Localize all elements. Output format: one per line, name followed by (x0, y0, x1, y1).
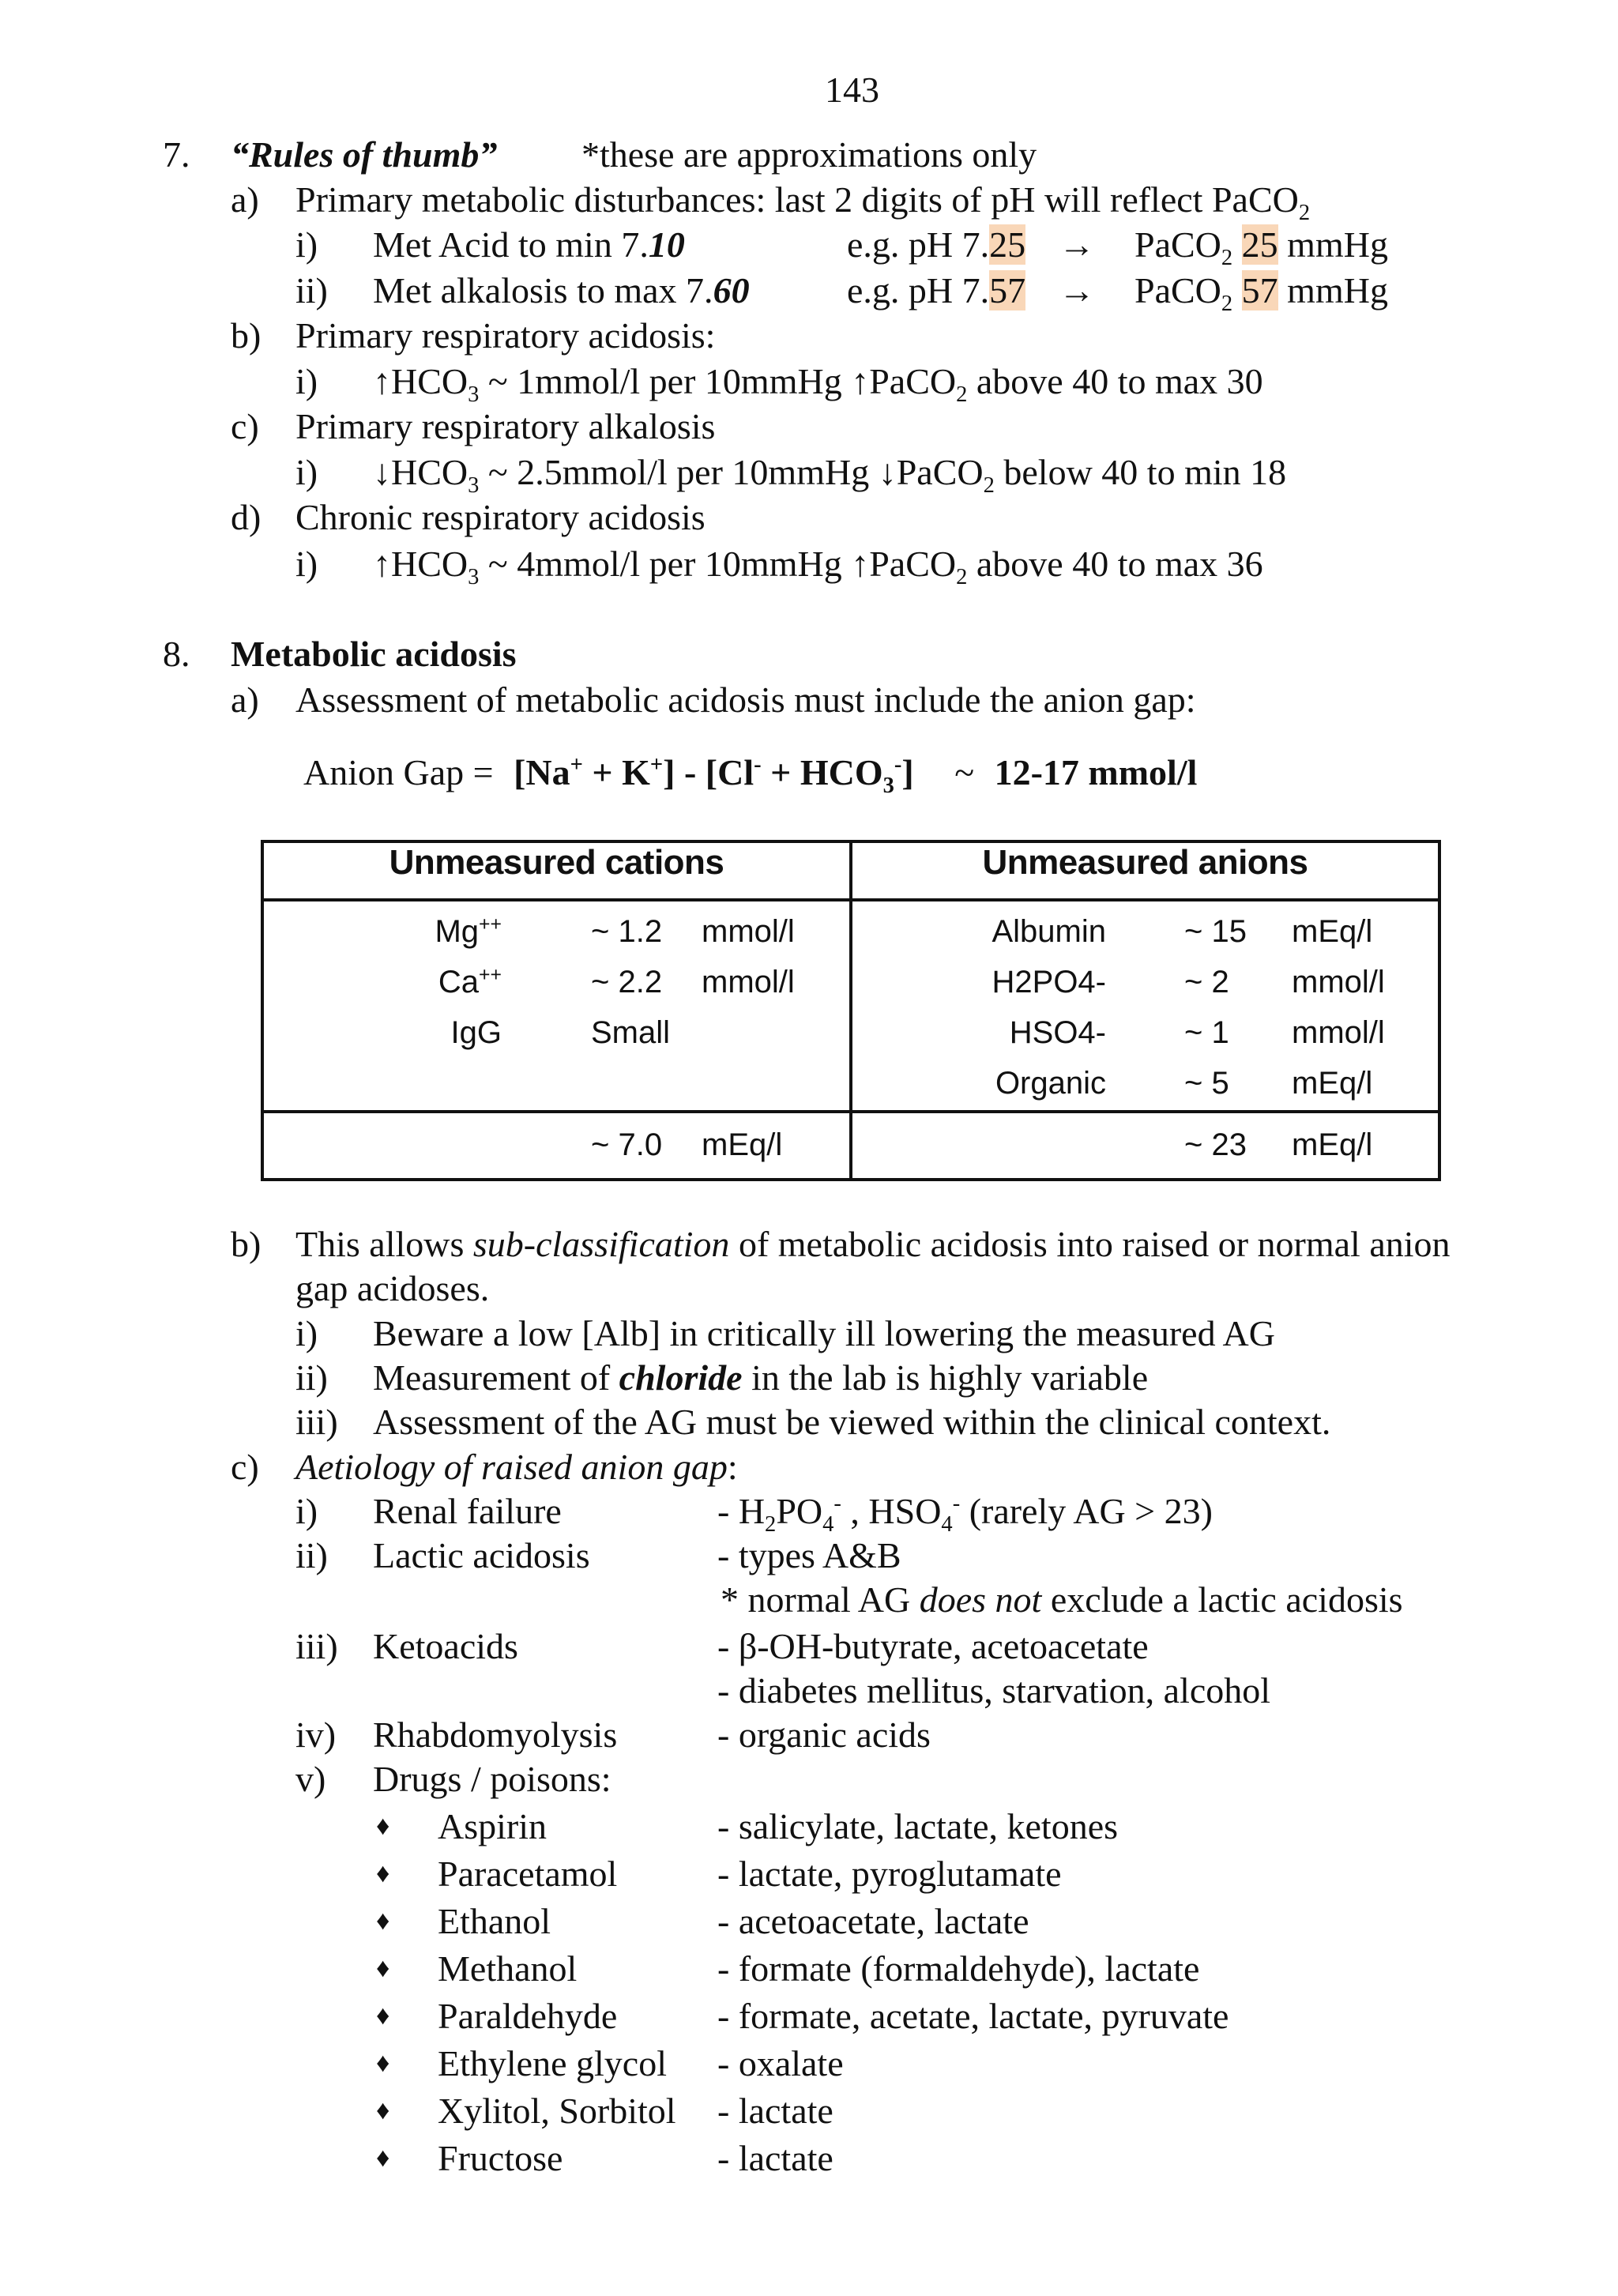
arrow-right-icon: → (1059, 270, 1095, 311)
s8-c-ii-label: ii) (295, 1535, 328, 1575)
s7-d-text: Chronic respiratory acidosis (295, 497, 706, 537)
drug-name: Aspirin (438, 1806, 547, 1846)
anion-value: ~ 1 (1184, 1015, 1229, 1050)
s8-b-iii-label: iii) (295, 1402, 338, 1442)
s7-a-ii-example: e.g. pH 7.57 (847, 270, 1026, 311)
drug-desc: - lactate (717, 2091, 833, 2131)
drug-name: Ethanol (438, 1901, 551, 1941)
s7-a-text: Primary metabolic disturbances: last 2 digits of pH will reflect PaCO$_2$ (295, 179, 1311, 226)
s8-c-iii-label: iii) (295, 1626, 338, 1666)
s7-a-ii-result: PaCO$_2$ 57 mmHg (1134, 270, 1388, 317)
s8-b-text: This allows sub-classification of metabolic acidosis into raised or normal anion (295, 1224, 1451, 1264)
drug-desc: - oxalate (717, 2043, 844, 2083)
drug-name: Xylitol, Sorbitol (438, 2091, 676, 2131)
arrow-right-icon: → (1059, 224, 1095, 265)
s8-b-text-cont: gap acidoses. (295, 1268, 490, 1308)
s7-c-text: Primary respiratory alkalosis (295, 406, 716, 446)
s7-d-label: d) (231, 497, 262, 537)
s8-c-iv-desc: - organic acids (717, 1714, 931, 1755)
cations-total-unit: mEq/l (702, 1127, 783, 1162)
highlight-paco2: 25 (1241, 224, 1278, 265)
table-row: Ca++ (438, 964, 502, 999)
anion-unit: mEq/l (1292, 914, 1373, 949)
s8-b-ii-text: Measurement of chloride in the lab is highly variable (373, 1357, 1149, 1398)
s8-b-iii-text: Assessment of the AG must be viewed within the clinical context. (373, 1402, 1331, 1442)
diamond-bullet-icon: ♦ (376, 1859, 390, 1888)
s7-c-i-text: $↓HCO_3$ ~ 2.5mmol/l per 10mmHg ↓PaCO$_2$ below 40 to min 18 (373, 452, 1287, 499)
anion-unit: mEq/l (1292, 1066, 1373, 1101)
s8-c-v-label: v) (295, 1759, 326, 1799)
cation-unit: mmol/l (702, 965, 795, 999)
s8-c-iv-text: Rhabdomyolysis (373, 1714, 618, 1755)
table-row: H2PO4- (991, 965, 1106, 999)
cation-unit: mmol/l (702, 914, 795, 949)
anion-gap-table (261, 840, 1441, 1181)
s8-c-iii-text: Ketoacids (373, 1626, 518, 1666)
s8-c-ii-note: * normal AG does not exclude a lactic acidosis (721, 1579, 1403, 1620)
drug-desc: - salicylate, lactate, ketones (717, 1806, 1119, 1846)
s7-c-i-label: i) (295, 452, 318, 492)
s7-a-ii-text: Met alkalosis to max 7.60 (373, 270, 750, 311)
s7-c-label: c) (231, 406, 259, 446)
drug-desc: - lactate (717, 2138, 833, 2178)
anion-value: ~ 2 (1184, 965, 1229, 999)
drug-desc: - formate, acetate, lactate, pyruvate (717, 1996, 1229, 2036)
s8-c-i-desc: - $H_2PO_4^-$ , $HSO_4^-$ (rarely AG > 23) (717, 1491, 1213, 1538)
anions-total-unit: mEq/l (1292, 1127, 1373, 1162)
highlight-paco2: 57 (1241, 270, 1278, 311)
anions-header: Unmeasured anions (851, 841, 1439, 900)
highlight-ph-digits: 57 (989, 270, 1026, 311)
anions-list (851, 900, 1439, 1112)
cations-list (262, 900, 851, 1112)
s8-b-label: b) (231, 1224, 262, 1264)
s8-c-iii-desc2: - diabetes mellitus, starvation, alcohol (717, 1670, 1271, 1711)
s8-c-iii-desc: - β-OH-butyrate, acetoacetate (717, 1626, 1149, 1666)
anions-total-value: ~ 23 (1184, 1127, 1247, 1162)
s8-c-label: c) (231, 1447, 259, 1487)
section-8-number: 8. (163, 634, 190, 674)
cations-total-value: ~ 7.0 (591, 1127, 663, 1162)
anion-value: ~ 15 (1184, 914, 1247, 949)
diamond-bullet-icon: ♦ (376, 2001, 390, 2031)
s8-c-iv-label: iv) (295, 1714, 337, 1755)
anions-total (851, 1112, 1439, 1180)
section-7-title: “Rules of thumb” (231, 134, 498, 175)
s8-a-text: Assessment of metabolic acidosis must include the anion gap: (295, 679, 1196, 720)
s8-c-ii-text: Lactic acidosis (373, 1535, 590, 1575)
diamond-bullet-icon: ♦ (376, 2049, 390, 2078)
section-7-number: 7. (163, 134, 190, 175)
highlight-ph-digits: 25 (989, 224, 1026, 265)
s7-a-i-result: PaCO$_2$ 25 mmHg (1134, 224, 1388, 271)
drug-name: Paracetamol (438, 1854, 618, 1894)
s8-c-i-label: i) (295, 1491, 318, 1531)
s8-b-i-label: i) (295, 1313, 318, 1353)
cation-value: ~ 1.2 (591, 914, 663, 949)
anion-unit: mmol/l (1292, 965, 1385, 999)
s7-b-i-text: $↑HCO_3$ ~ 1mmol/l per 10mmHg ↑PaCO$_2$ above 40 to max 30 (373, 361, 1263, 408)
s8-c-ii-desc: - types A&B (717, 1535, 901, 1575)
drug-desc: - formate (formaldehyde), lactate (717, 1948, 1200, 1989)
s8-b-ii-label: ii) (295, 1357, 328, 1398)
diamond-bullet-icon: ♦ (376, 2144, 390, 2173)
diamond-bullet-icon: ♦ (376, 1954, 390, 1983)
s7-b-text: Primary respiratory acidosis: (295, 315, 716, 356)
drug-name: Fructose (438, 2138, 563, 2178)
anion-value: ~ 5 (1184, 1066, 1229, 1101)
drug-desc: - lactate, pyroglutamate (717, 1854, 1062, 1894)
s8-c-text: Aetiology of raised anion gap: (295, 1447, 738, 1487)
table-row: Mg++ (435, 913, 502, 949)
s7-b-label: b) (231, 315, 262, 356)
s7-a-ii-label: ii) (295, 270, 328, 311)
s7-a-i-example: e.g. pH 7.25 (847, 224, 1026, 265)
drug-name: Methanol (438, 1948, 578, 1989)
page-number: 143 (825, 70, 879, 110)
section-7-note: *these are approximations only (581, 134, 1037, 175)
drug-name: Paraldehyde (438, 1996, 618, 2036)
s7-d-i-text: $↑HCO_3$ ~ 4mmol/l per 10mmHg ↑PaCO$_2$ above 40 to max 36 (373, 544, 1263, 590)
cation-value: ~ 2.2 (591, 965, 663, 999)
s7-a-i-text: Met Acid to min 7.10 (373, 224, 685, 265)
cation-value: Small (591, 1015, 671, 1050)
s7-d-i-label: i) (295, 544, 318, 584)
table-row: IgG (450, 1015, 502, 1050)
table-row: HSO4- (1009, 1015, 1106, 1050)
s8-a-label: a) (231, 679, 259, 720)
drug-desc: - acetoacetate, lactate (717, 1901, 1029, 1941)
cations-total (262, 1112, 851, 1180)
section-8-title: Metabolic acidosis (231, 634, 517, 674)
table-row: Albumin (991, 914, 1106, 949)
s7-a-label: a) (231, 179, 259, 220)
drug-name: Ethylene glycol (438, 2043, 667, 2083)
s8-c-v-text: Drugs / poisons: (373, 1759, 611, 1799)
s7-a-i-label: i) (295, 224, 318, 265)
diamond-bullet-icon: ♦ (376, 1812, 390, 1841)
anion-unit: mmol/l (1292, 1015, 1385, 1050)
diamond-bullet-icon: ♦ (376, 1906, 390, 1936)
cations-header: Unmeasured cations (262, 841, 851, 900)
s8-c-i-text: Renal failure (373, 1491, 562, 1531)
s7-b-i-label: i) (295, 361, 318, 401)
table-row: Organic (995, 1066, 1106, 1101)
s8-b-i-text: Beware a low [Alb] in critically ill lowering the measured AG (373, 1313, 1275, 1353)
anion-gap-formula: Anion Gap = $[Na^+ + K^+] - [Cl^- + HCO_3^-]$ ~ 12-17 mmol/l (303, 752, 1198, 799)
diamond-bullet-icon: ♦ (376, 2096, 390, 2125)
